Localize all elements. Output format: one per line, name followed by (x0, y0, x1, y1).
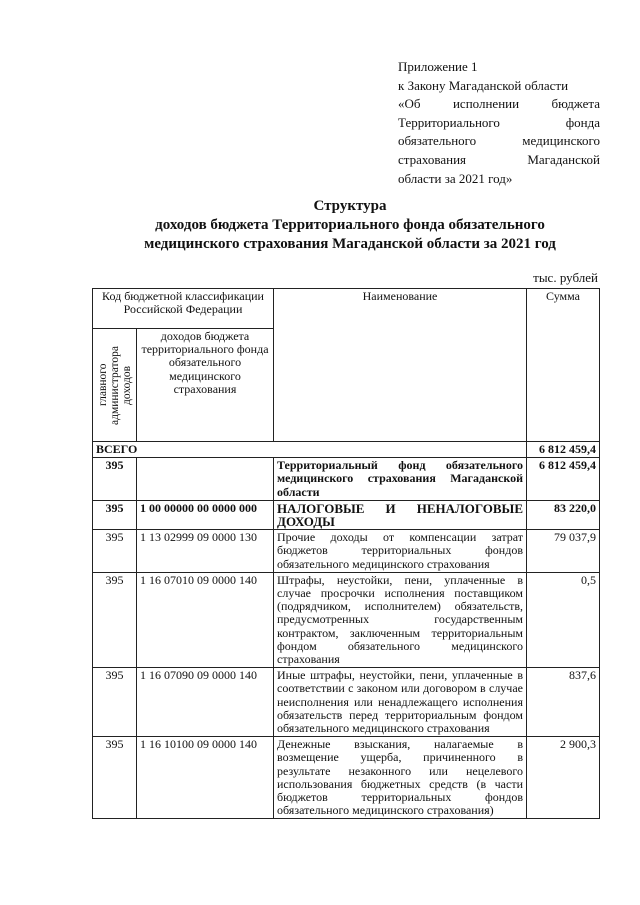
income-code: 1 00 00000 00 0000 000 (137, 500, 274, 529)
row-sum: 0,5 (527, 572, 600, 667)
income-code: 1 13 02999 09 0000 130 (137, 530, 274, 573)
row-name: Штрафы, неустойки, пени, уплаченные в случае просрочки исполнения поставщиком (подрядчиком, исполнителем) обязательств, предусмотренных государственным контрактом, заключенным территориальным фондом обязательного медицинского страхования (274, 572, 527, 667)
row-sum: 79 037,9 (527, 530, 600, 573)
budget-table (92, 288, 600, 819)
admin-code: 395 (93, 458, 137, 501)
admin-code: 395 (93, 737, 137, 819)
appendix-line: страхования Магаданской (398, 151, 600, 167)
income-header: доходов бюджета территориального фонда обязательного медицинского страхования (137, 329, 274, 442)
units-label: тыс. рублей (533, 270, 598, 285)
total-sum: 6 812 459,4 (527, 442, 600, 458)
appendix-line: обязательного медицинского (398, 133, 600, 149)
appendix-line: Приложение 1 (398, 59, 478, 74)
appendix-line: Территориального фонда (398, 114, 600, 130)
code-group-header: Код бюджетной классификации Российской Федерации (93, 289, 274, 329)
income-code: 1 16 07010 09 0000 140 (137, 572, 274, 667)
document-title (90, 197, 610, 254)
income-code: 1 16 10100 09 0000 140 (137, 737, 274, 819)
title-line: Структура (313, 198, 387, 214)
table-row (93, 737, 600, 819)
row-name: Иные штрафы, неустойки, пени, уплаченные в соответствии с законом или договором в случае неисполнения или ненадлежащего исполнения обязательств перед территориальным фондом обязательного медицинского страхования (274, 668, 527, 737)
row-sum: 83 220,0 (527, 500, 600, 529)
row-sum: 6 812 459,4 (527, 458, 600, 501)
row-name: Прочие доходы от компенсации затрат бюджетов территориальных фондов обязательного медицинского страхования (274, 530, 527, 573)
table-row (93, 572, 600, 667)
appendix-line: области за 2021 год» (398, 170, 513, 186)
total-label: ВСЕГО (93, 442, 527, 458)
admin-code: 395 (93, 572, 137, 667)
table-row (93, 530, 600, 573)
admin-header-text: главного администратора доходов (96, 345, 133, 425)
sum-header: Сумма (527, 289, 600, 442)
income-code (137, 458, 274, 501)
row-name: Денежные взыскания, налагаемые в возмещение ущерба, причиненного в результате незаконного или нецелевого использования бюджетных средств (в части бюджетов территориальных фондов обязательного медицинского страхования) (274, 737, 527, 819)
table-row (93, 500, 600, 529)
title-line: медицинского страхования Магаданской области за 2021 год (144, 236, 556, 252)
appendix-line: к Закону Магаданской области (398, 77, 569, 93)
admin-code: 395 (93, 668, 137, 737)
income-code: 1 16 07090 09 0000 140 (137, 668, 274, 737)
total-row (93, 442, 600, 458)
row-name: НАЛОГОВЫЕ И НЕНАЛОГОВЫЕ ДОХОДЫ (274, 500, 527, 529)
appendix-note (398, 58, 600, 188)
row-name: Территориальный фонд обязательного медицинского страхования Магаданской области (274, 458, 527, 501)
row-sum: 2 900,3 (527, 737, 600, 819)
table-row (93, 458, 600, 501)
table-row (93, 668, 600, 737)
title-line: доходов бюджета Территориального фонда обязательного (155, 217, 545, 233)
appendix-line: «Об исполнении бюджета (398, 96, 600, 112)
row-sum: 837,6 (527, 668, 600, 737)
admin-code: 395 (93, 500, 137, 529)
name-header: Наименование (274, 289, 527, 442)
admin-code: 395 (93, 530, 137, 573)
admin-header (93, 329, 137, 442)
